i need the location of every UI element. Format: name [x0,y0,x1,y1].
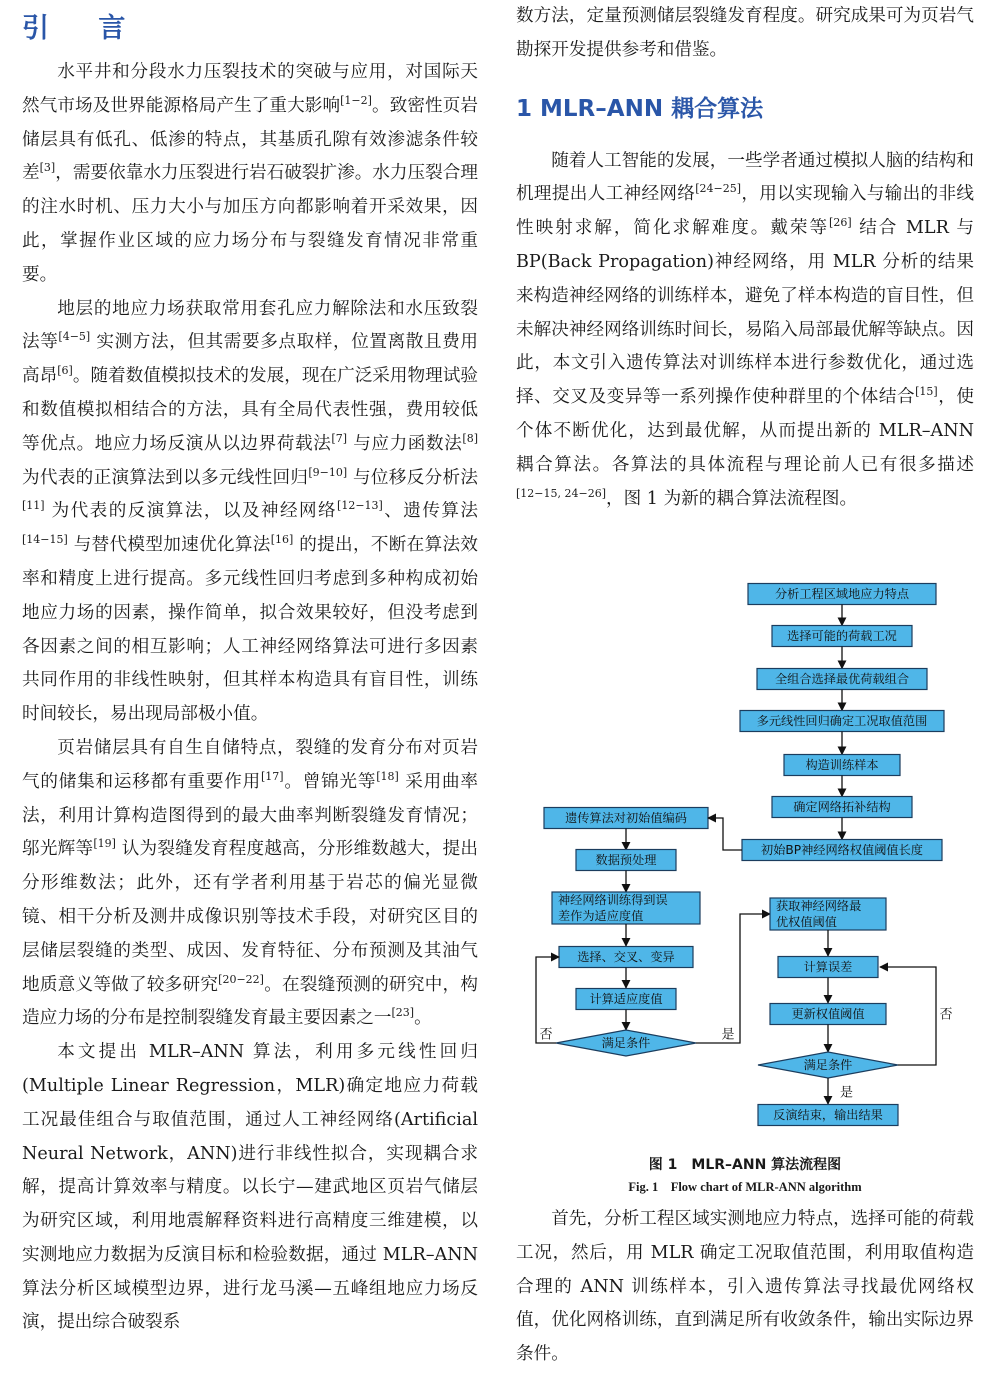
flow-arrow-left-yes [696,914,770,1043]
flow-box-end-label: 反演结束，输出结果 [773,1108,883,1122]
flow-box-right-2-label: 选择可能的荷载工况 [787,629,897,643]
after-figure-text [516,1203,974,1372]
citation-ref: [1−2] [340,93,372,107]
citation-ref: [24−25] [695,182,742,196]
intro-paragraph-1: 水平井和分段水力压裂技术的突破与应用，对国际天然气市场及世界能源格局产生了重大影响[1−2]。致密性页岩储层具有低孔、低渗的特点，其基质孔隙有效渗滤条件较差[3]，需要依靠水力压裂进行岩石破裂扩渗。水力压裂合理的注水时机、压力大小与加压方向都影响着开采效果，因此，掌握作业区域的应力场分布与裂缝发育情况非常重要。 [22,62,478,285]
flow-label-mid-no: 否 [939,1007,953,1023]
citation-ref: [19] [93,837,116,851]
flow-label-mid-yes: 是 [840,1085,854,1101]
flow-box-right-6-label: 确定网络拓补结构 [793,800,891,814]
flow-label-left-no: 否 [539,1027,553,1043]
citation-ref: [11] [22,499,45,513]
intro-paragraph-3: 页岩储层具有自生自储特点，裂缝的发育分布对页岩气的储集和运移都有重要作用[17]。曾锦光等[18] 采用曲率法，利用计算构造图得到的最大曲率判断裂缝发育情况；邬光辉等[19] 认为裂缝发育程度越高，分形维数越大，提出分形维数法；此外，还有学者利用基于岩芯的偏光显微镜、相干分析及测井成像识别等技术手段，对研究区目的层储层裂缝的类型、成因、发育特征、分布预测及其油气地质意义等做了较多研究[20−22]。在裂缝预测的研究中，构造应力场的分布是控制裂缝发育最主要因素之一[23]。 [22,737,478,1029]
flow-arrow-mid-no [880,967,936,1065]
citation-ref: [26] [829,216,852,230]
flow-box-fitness-label: 神经网络训练得到误 [558,893,668,907]
left-column [22,0,478,1340]
citation-ref: [18] [376,769,399,783]
section-1-heading: 1 MLR–ANN 耦合算法 [516,95,764,122]
flow-box-fitness-label: 差作为适应度值 [558,909,644,923]
right-column [516,0,974,516]
section-1-paragraph-1: 随着人工智能的发展，一些学者通过模拟人脑的结构和机理提出人工神经网络[24−25]，用以实现输入与输出的非线性映射求解，简化求解难度。戴荣等[26] 结合 MLR 与 BP(Back Propagation)神经网络，用 MLR 分析的结果来构造神经网络的训练样本，避免了样本构造的盲目性，但未解决神经网络训练时间长，易陷入局部最优解等缺点。因此，本文引入遗传算法对训练样本进行参数优化，通过选择、交叉及变异等一系列操作使种群里的个体结合[15]，使个体不断优化，达到最优解，从而提出新的 MLR–ANN 耦合算法。各算法的具体流程与理论前人已有很多描述[12−15, 24−26]，图 1 为新的耦合算法流程图。 [516,150,974,509]
flow-box-calc-fitness-label: 计算适应度值 [589,992,663,1006]
intro-heading: 引 言 [22,13,146,44]
citation-ref: [12−13] [337,499,383,513]
intro-paragraph-2: 地层的地应力场获取常用套孔应力解除法和水压致裂法等[4−5] 实测方法，但其需要多点取样，位置离散且费用高昂[6]。随着数值模拟技术的发展，现在广泛采用物理试验和数值模拟相结合的方法，具有全局代表性强，费用较低等优点。地应力场反演从以边界荷载法[7] 与应力函数法[8] 为代表的正演算法到以多元线性回归[9−10] 与位移反分析法[11] 为代表的反演算法，以及神经网络[12−13]、遗传算法[14−15] 与替代模型加速优化算法[16] 的提出，不断在算法效率和精度上进行提高。多元线性回归考虑到多种构成初始地应力场的因素，操作简单，拟合效果较好，但没考虑到各因素之间的相互影响；人工神经网络算法可进行多因素共同作用的非线性映射，但其样本构造具有盲目性，训练时间较长，易出现局部极小值。 [22,298,479,725]
citation-ref: [14−15] [22,533,68,547]
flow-box-right-7-label: 初始BP神经网络权值阈值长度 [761,843,923,857]
section-1-paragraph-2: 首先，分析工程区域实测地应力特点，选择可能的荷载工况，然后，用 MLR 确定工况取值范围，利用取值构造合理的 ANN 训练样本，引入遗传算法寻找最优网络权值，优化网格训练，直到满足所有收敛条件，输出实际边界条件。 [516,1209,974,1365]
citation-ref: [12−15, 24−26] [516,486,606,500]
flow-box-right-5-label: 构造训练样本 [805,758,879,772]
flowchart-figure [528,578,968,1158]
flow-box-preprocess-label: 数据预处理 [595,853,657,867]
intro-paragraph-4: 本文提出 MLR–ANN 算法，利用多元线性回归(Multiple Linear Regression，MLR)确定地应力荷载工况最佳组合与取值范围，通过人工神经网络(Artificial Neural Network，ANN)进行非线性拟合，实现耦合求解，提高计算效率与精度。以长宁—建武地区页岩气储层为研究区域，利用地震解释资料进行高精度三维建模，以实测地应力数据为反演目标和检验数据，通过 MLR–ANN 算法分析区域模型边界，进行龙马溪—五峰组地应力场反演，提出综合破裂系 [22,1042,478,1333]
citation-ref: [20−22] [218,972,264,986]
citation-ref: [23] [391,1006,415,1020]
citation-ref: [9−10] [308,465,348,479]
flow-box-select-label: 选择、交叉、变异 [577,950,675,964]
flow-arrow-init-to-encode [708,818,742,850]
citation-ref: [6] [57,364,73,378]
citation-ref: [17] [260,769,284,783]
flow-label-left-yes: 是 [721,1027,735,1043]
citation-ref: [7] [331,431,347,445]
citation-ref: [15] [915,385,938,399]
flow-box-right-4-label: 多元线性回归确定工况取值范围 [756,714,928,728]
figure-caption-english: Fig. 1 Flow chart of MLR-ANN algorithm [628,1180,862,1194]
flow-box-right-1-label: 分析工程区域地应力特点 [774,587,910,601]
citation-ref: [16] [270,533,294,547]
citation-ref: [3] [39,161,56,175]
figure-caption-chinese: 图 1 MLR–ANN 算法流程图 [648,1157,842,1173]
citation-ref: [8] [462,431,478,445]
flow-box-calc-error-label: 计算误差 [803,960,853,974]
flow-diamond-left-label: 满足条件 [601,1036,651,1050]
intro-paragraph-continued: 数方法，定量预测储层裂缝发育程度。研究成果可为页岩气勘探开发提供参考和借鉴。 [516,6,974,60]
citation-ref: [4−5] [58,330,91,344]
flow-box-encode-label: 遗传算法对初始值编码 [565,811,687,825]
flow-box-right-3-label: 全组合选择最优荷载组合 [774,672,910,686]
flow-box-update-label: 更新权值阈值 [791,1007,865,1021]
flow-box-get-weights-label: 获取神经网络最 [776,899,862,913]
flow-box-get-weights-label: 优权值阈值 [776,915,837,929]
flow-diamond-mid-label: 满足条件 [803,1058,853,1072]
